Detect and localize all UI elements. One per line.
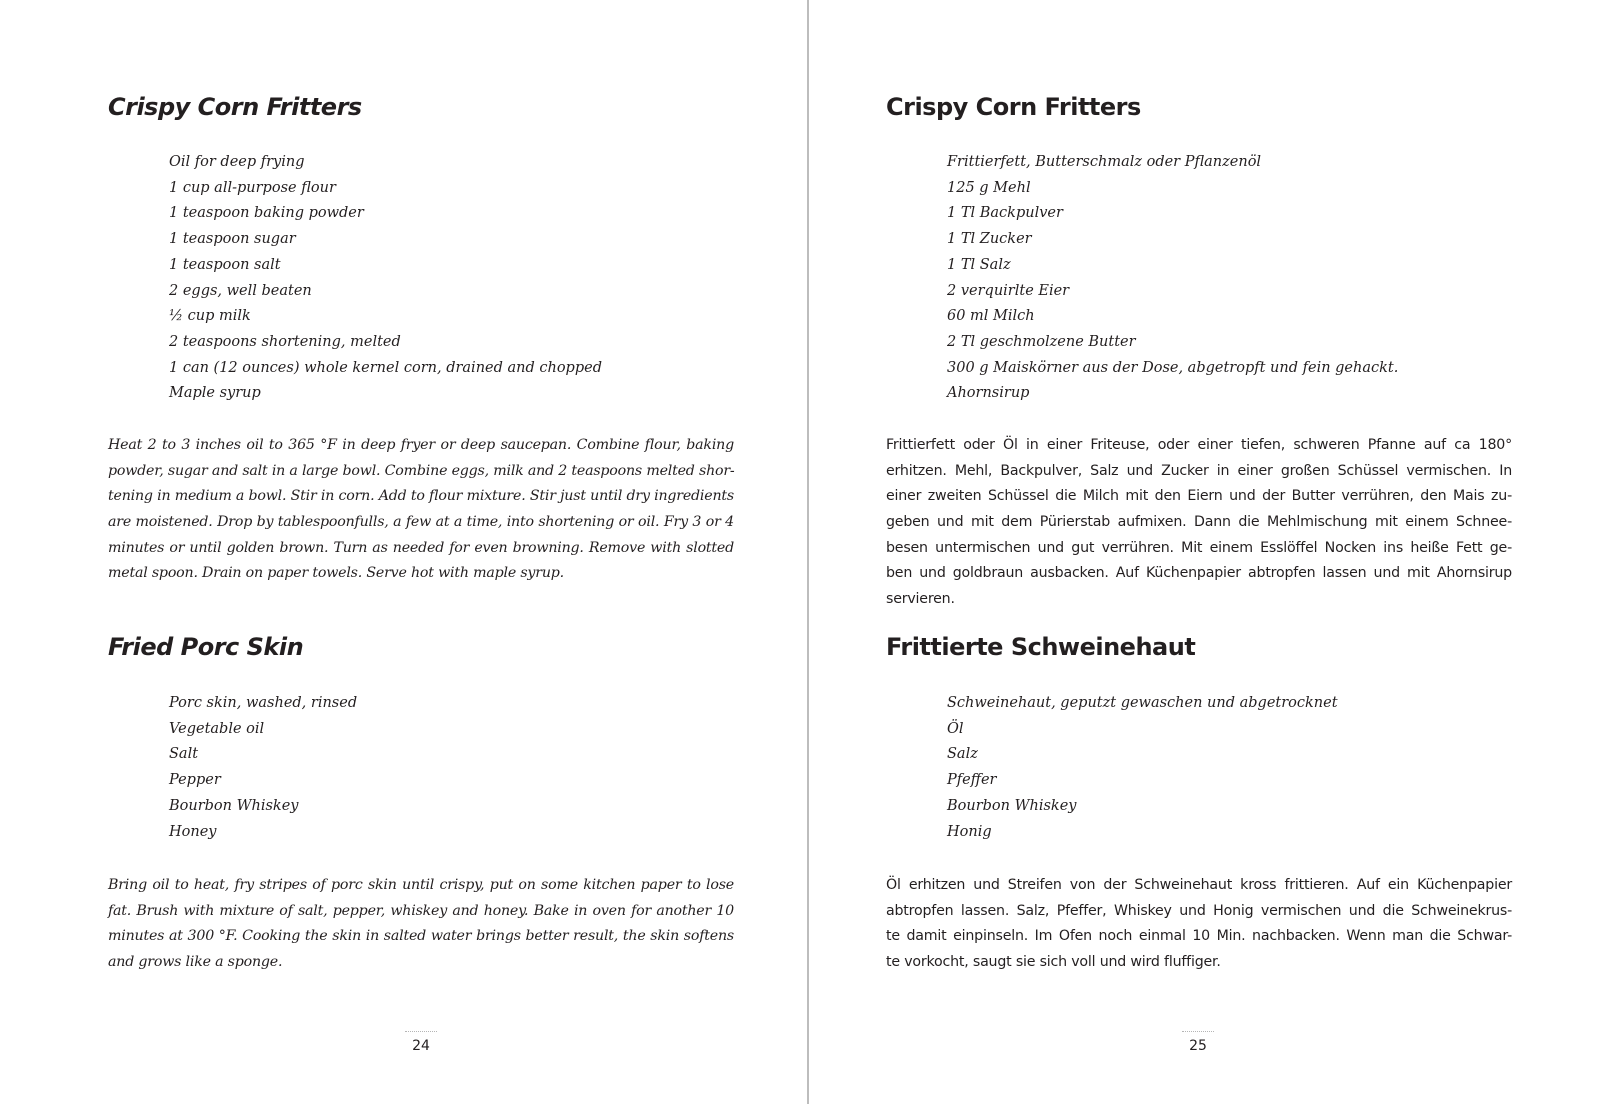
ingredient-item: 1 teaspoon baking powder — [169, 205, 364, 222]
ingredient-list-corn-fritters-de — [947, 150, 1398, 407]
method-line: minutes or until golden brown. Turn as needed for even browning. Remove with slotted — [108, 539, 734, 556]
method-line: minutes at 300 °F. Cooking the skin in salted water brings better result, the skin softens — [108, 928, 734, 945]
recipe-title-fried-porc-skin-en: Fried Porc Skin — [108, 633, 304, 661]
ingredient-list-corn-fritters-en — [169, 150, 602, 407]
ingredient-item: 2 verquirlte Eier — [947, 282, 1070, 299]
ingredient-item: 60 ml Milch — [947, 308, 1035, 325]
method-line: Frittierfett oder Öl in einer Friteuse, oder einer tiefen, schweren Pfanne auf ca 180° — [886, 437, 1512, 453]
method-line: powder, sugar and salt in a large bowl. Combine eggs, milk and 2 teaspoons melted shor- — [108, 462, 735, 479]
ingredient-item: 1 cup all-purpose flour — [169, 179, 336, 196]
method-line: Öl erhitzen und Streifen von der Schweinehaut kross frittieren. Auf ein Küchenpapier — [886, 877, 1512, 893]
method-line: Bring oil to heat, fry stripes of porc skin until crispy, put on some kitchen paper to lose — [108, 877, 734, 893]
ingredient-item: 300 g Maiskörner aus der Dose, abgetropft und fein gehackt. — [947, 359, 1399, 376]
ingredient-item: Oil for deep frying — [169, 154, 305, 170]
ingredient-item: Bourbon Whiskey — [947, 797, 1077, 814]
method-line: servieren. — [886, 591, 955, 608]
ingredient-item: Pfeffer — [947, 772, 997, 789]
method-paragraph-schweinehaut-de — [886, 873, 1512, 976]
method-line: and grows like a sponge. — [108, 954, 283, 971]
method-line: are moistened. Drop by tablespoonfulls, a few at a time, into shortening or oil. Fry 3 or 4 — [108, 514, 734, 531]
left-page — [108, 0, 736, 1104]
ingredient-item: Öl — [947, 720, 964, 737]
page-number-text: 25 — [1189, 1038, 1207, 1054]
ingredient-item: Pepper — [169, 772, 221, 789]
method-line: einer zweiten Schüssel die Milch mit den Eiern und der Butter verrühren, den Mais zu- — [886, 488, 1512, 505]
ingredient-list-porc-skin-en — [169, 691, 357, 845]
method-paragraph-porc-skin-en — [108, 873, 734, 976]
ingredient-item: Porc skin, washed, rinsed — [169, 695, 358, 711]
ingredient-item: 2 eggs, well beaten — [169, 282, 312, 299]
ingredient-item: 1 can (12 ounces) whole kernel corn, drained and chopped — [169, 359, 602, 376]
method-line: fat. Brush with mixture of salt, pepper, whiskey and honey. Bake in oven for another 10 — [108, 902, 734, 919]
recipe-title-crispy-corn-fritters-en: Crispy Corn Fritters — [108, 93, 362, 121]
ingredient-item: Salz — [947, 746, 978, 763]
ingredient-item: Honig — [947, 823, 992, 840]
ingredient-item: 125 g Mehl — [947, 179, 1031, 196]
method-line: abtropfen lassen. Salz, Pfeffer, Whiskey und Honig vermischen und die Schweinekrus- — [886, 902, 1512, 919]
ingredient-item: Frittierfett, Butterschmalz oder Pflanzenöl — [947, 154, 1262, 170]
ingredient-item: 1 teaspoon salt — [169, 256, 281, 273]
right-page — [886, 0, 1514, 1104]
ingredient-item: 2 Tl geschmolzene Butter — [947, 333, 1136, 350]
method-line: ben und goldbraun ausbacken. Auf Küchenpapier abtropfen lassen und mit Ahornsirup — [886, 565, 1512, 582]
ingredient-item: 1 Tl Zucker — [947, 231, 1032, 248]
ingredient-item: 1 Tl Salz — [947, 256, 1011, 273]
recipe-title-frittierte-schweinehaut-de: Frittierte Schweinehaut — [886, 633, 1196, 661]
method-line: Heat 2 to 3 inches oil to 365 °F in deep fryer or deep saucepan. Combine flour, baking — [108, 437, 734, 453]
page-number-right — [1178, 1031, 1218, 1054]
page-number-text: 24 — [412, 1038, 430, 1054]
ingredient-item: ½ cup milk — [169, 308, 251, 325]
ingredient-item: Maple syrup — [169, 385, 261, 402]
method-paragraph-corn-fritters-de — [886, 433, 1512, 613]
ingredient-list-schweinehaut-de — [947, 691, 1338, 845]
ingredient-item: Vegetable oil — [169, 720, 265, 737]
ingredient-item: Salt — [169, 746, 199, 763]
ingredient-item: Honey — [169, 823, 217, 840]
ingredient-item: 1 Tl Backpulver — [947, 205, 1063, 222]
method-paragraph-corn-fritters-en — [108, 433, 734, 587]
method-line: tening in medium a bowl. Stir in corn. Add to flour mixture. Stir just until dry ingredients — [108, 488, 734, 505]
method-line: metal spoon. Drain on paper towels. Serve hot with maple syrup. — [108, 565, 564, 582]
method-line: te vorkocht, saugt sie sich voll und wird fluffiger. — [886, 954, 1221, 971]
folio-dotted-rule — [405, 1031, 437, 1032]
ingredient-item: Ahornsirup — [947, 385, 1030, 402]
recipe-title-crispy-corn-fritters-de: Crispy Corn Fritters — [886, 93, 1141, 121]
folio-dotted-rule — [1182, 1031, 1214, 1032]
method-line: geben und mit dem Pürierstab aufmixen. Dann die Mehlmischung mit einem Schnee- — [886, 514, 1512, 531]
ingredient-item: 2 teaspoons shortening, melted — [169, 333, 401, 350]
method-line: erhitzen. Mehl, Backpulver, Salz und Zucker in einer großen Schüssel vermischen. In — [886, 462, 1512, 479]
method-line: besen untermischen und gut verrühren. Mit einem Esslöffel Nocken ins heiße Fett ge- — [886, 539, 1512, 556]
method-line: te damit einpinseln. Im Ofen noch einmal 10 Min. nachbacken. Wenn man die Schwar- — [886, 928, 1512, 945]
ingredient-item: Bourbon Whiskey — [169, 797, 299, 814]
ingredient-item: Schweinehaut, geputzt gewaschen und abgetrocknet — [947, 695, 1338, 711]
page-gutter-divider — [807, 0, 809, 1104]
ingredient-item: 1 teaspoon sugar — [169, 231, 296, 248]
page-number-left — [401, 1031, 441, 1054]
